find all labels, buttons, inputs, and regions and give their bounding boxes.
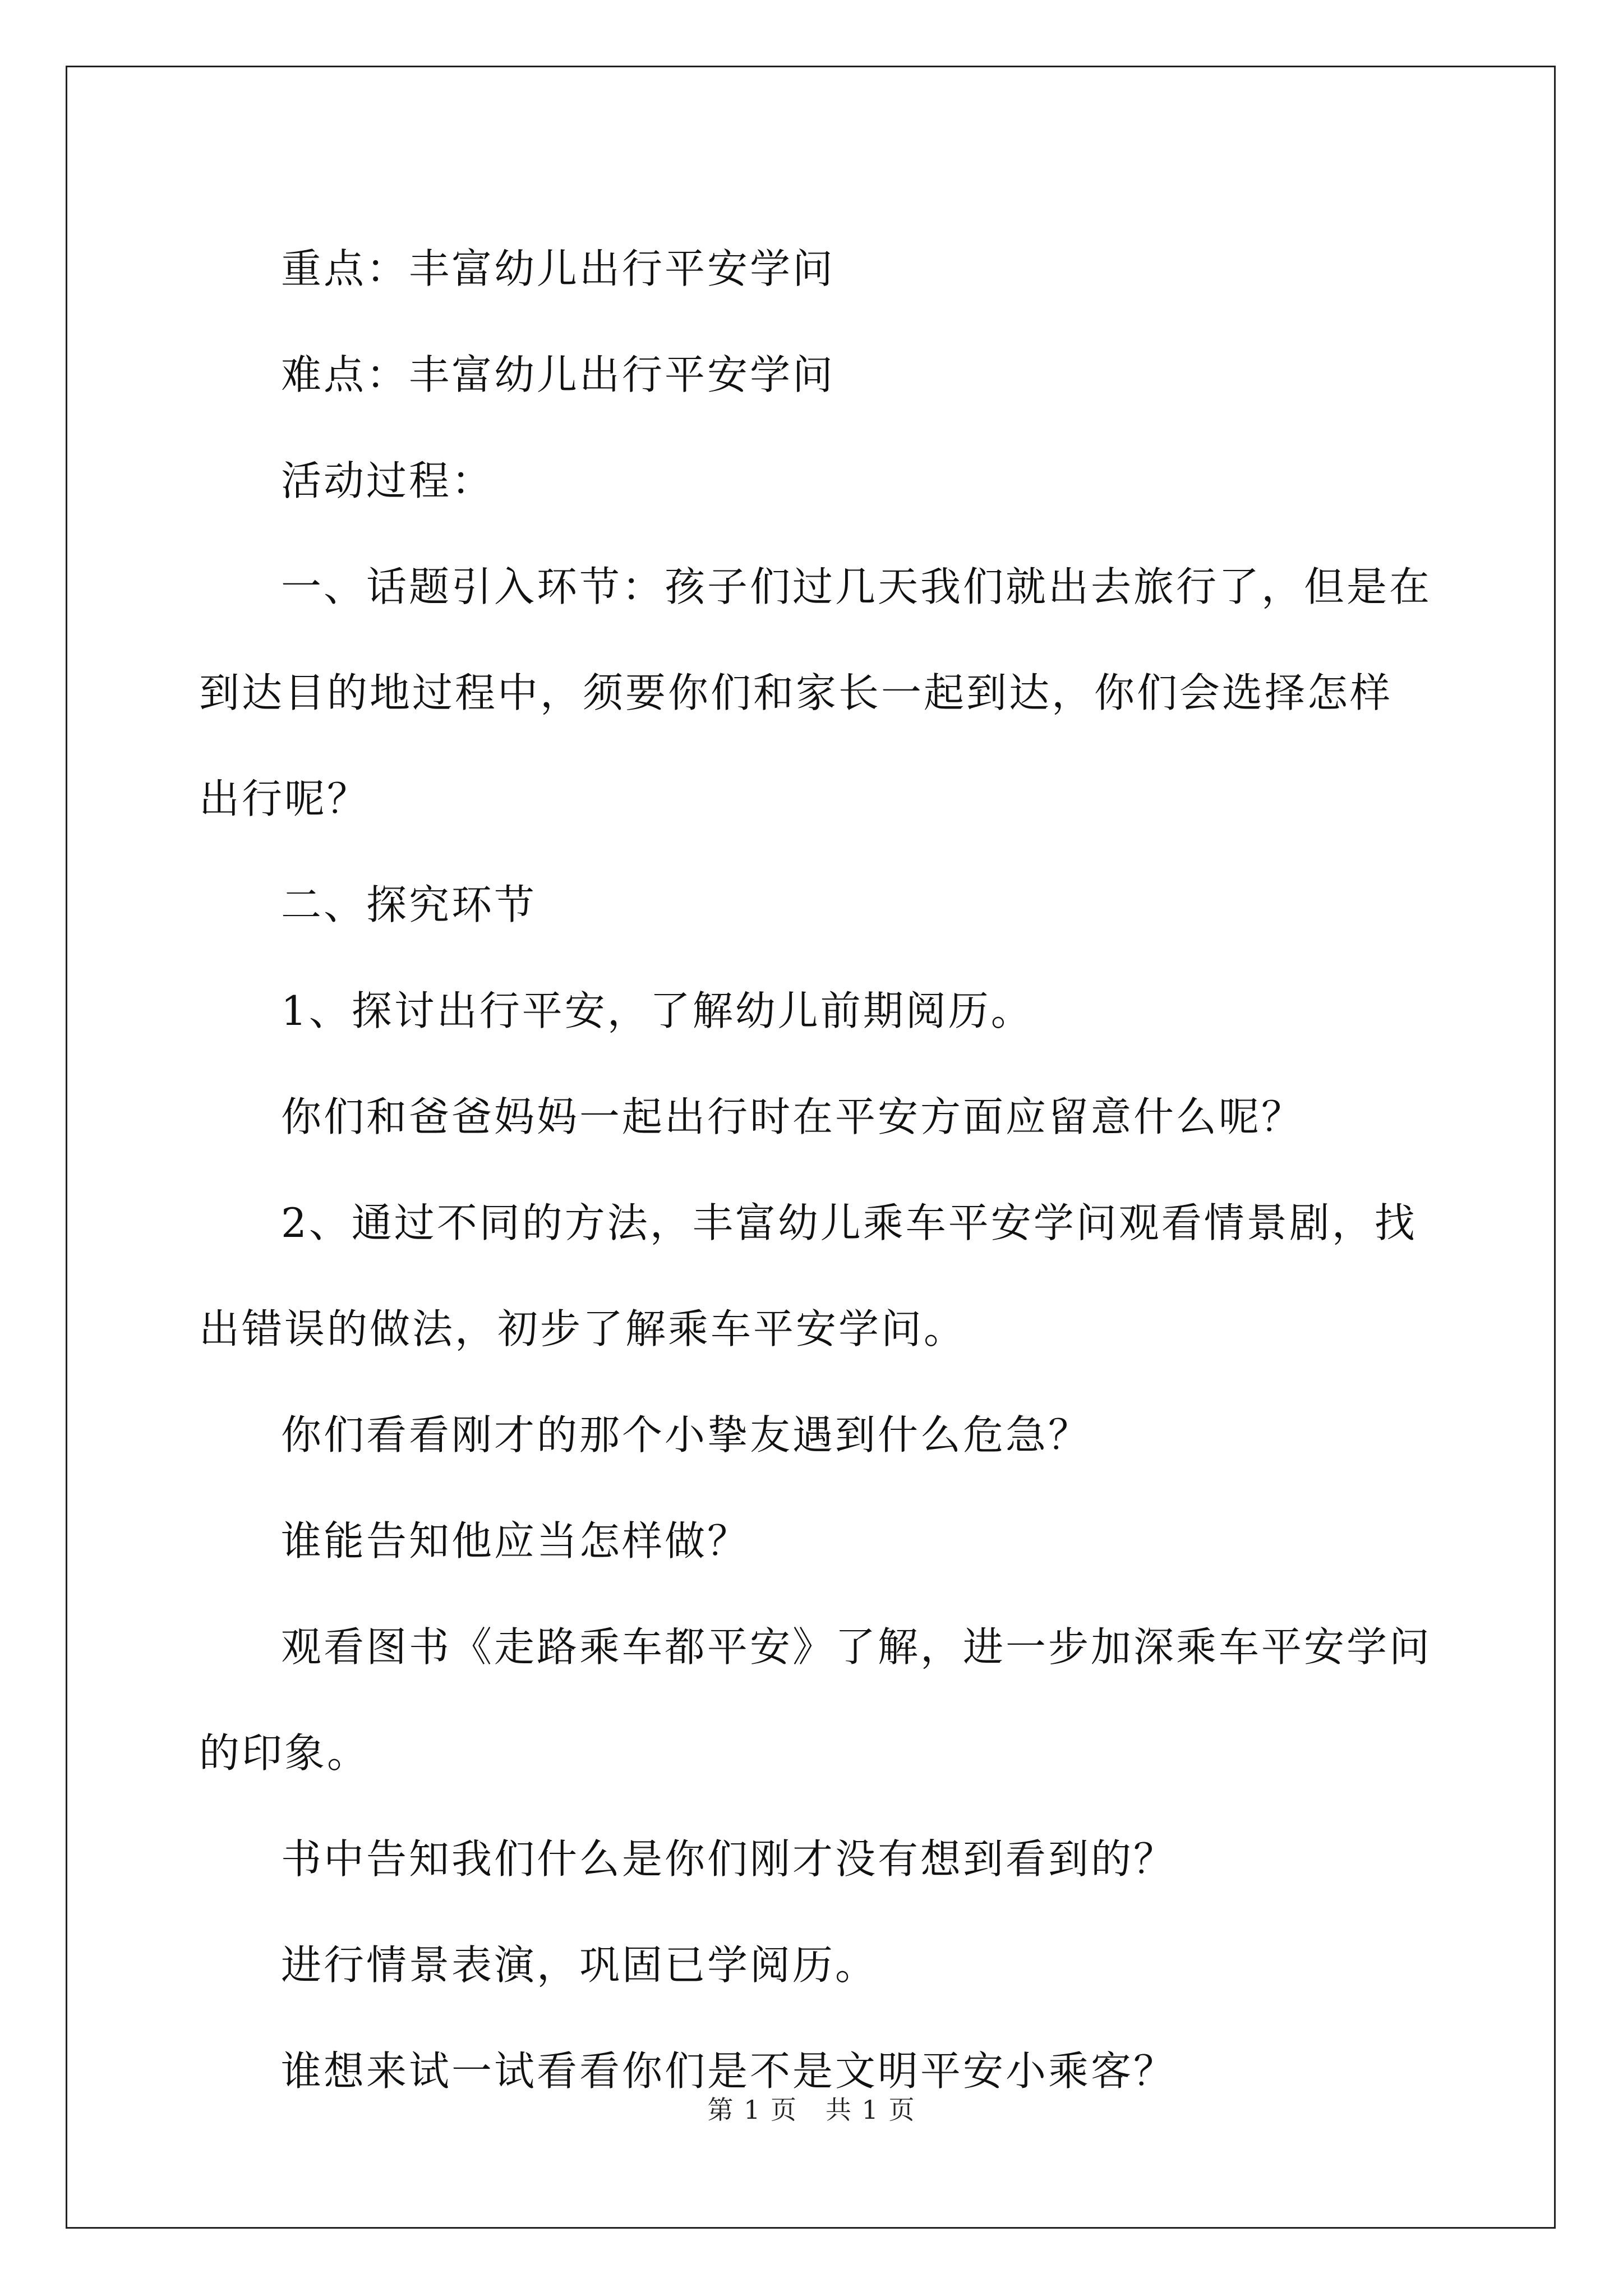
paragraph-book-reading: 观看图书《走路乘车都平安》了解，进一步加深乘车平安学问的印象。 [199, 1623, 1432, 1777]
paragraph-question-2: 你们看看刚才的那个小挚友遇到什么危急？ [281, 1411, 1091, 1458]
paragraph-topic-intro: 一、话题引入环节：孩子们过几天我们就出去旅行了，但是在到达目的地过程中，须要你们和家长一起到达，你们会选择怎样出行呢？ [199, 563, 1432, 822]
page-footer [0, 2090, 1623, 2127]
paragraph-role-play: 进行情景表演，巩固已学阅历。 [281, 1941, 878, 1989]
paragraph-difficulty: 难点：丰富幼儿出行平安学问 [281, 351, 836, 398]
paragraph-step-2: 2、通过不同的方法，丰富幼儿乘车平安学问观看情景剧，找出错误的做法，初步了解乘车平安学问。 [199, 1199, 1417, 1352]
paragraph-key-point: 重点：丰富幼儿出行平安学问 [281, 245, 836, 292]
footer-spacer [797, 2095, 826, 2125]
paragraph-question-5: 谁想来试一试看看你们是不是文明平安小乘客？ [281, 2047, 1177, 2095]
paragraph-question-1: 你们和爸爸妈妈一起出行时在平安方面应留意什么呢？ [281, 1093, 1304, 1140]
page-total: 共 1 页 [825, 2095, 916, 2125]
paragraph-activity-process: 活动过程： [281, 457, 495, 504]
paragraph-question-3: 谁能告知他应当怎样做？ [281, 1517, 750, 1565]
paragraph-question-4: 书中告知我们什么是你们刚才没有想到看到的？ [281, 1835, 1177, 1883]
document-body [199, 216, 1433, 2124]
paragraph-explore-heading: 二、探究环节 [281, 881, 537, 928]
paragraph-step-1: 1、探讨出行平安，了解幼儿前期阅历。 [281, 987, 1034, 1034]
page-number: 第 1 页 [707, 2095, 798, 2125]
